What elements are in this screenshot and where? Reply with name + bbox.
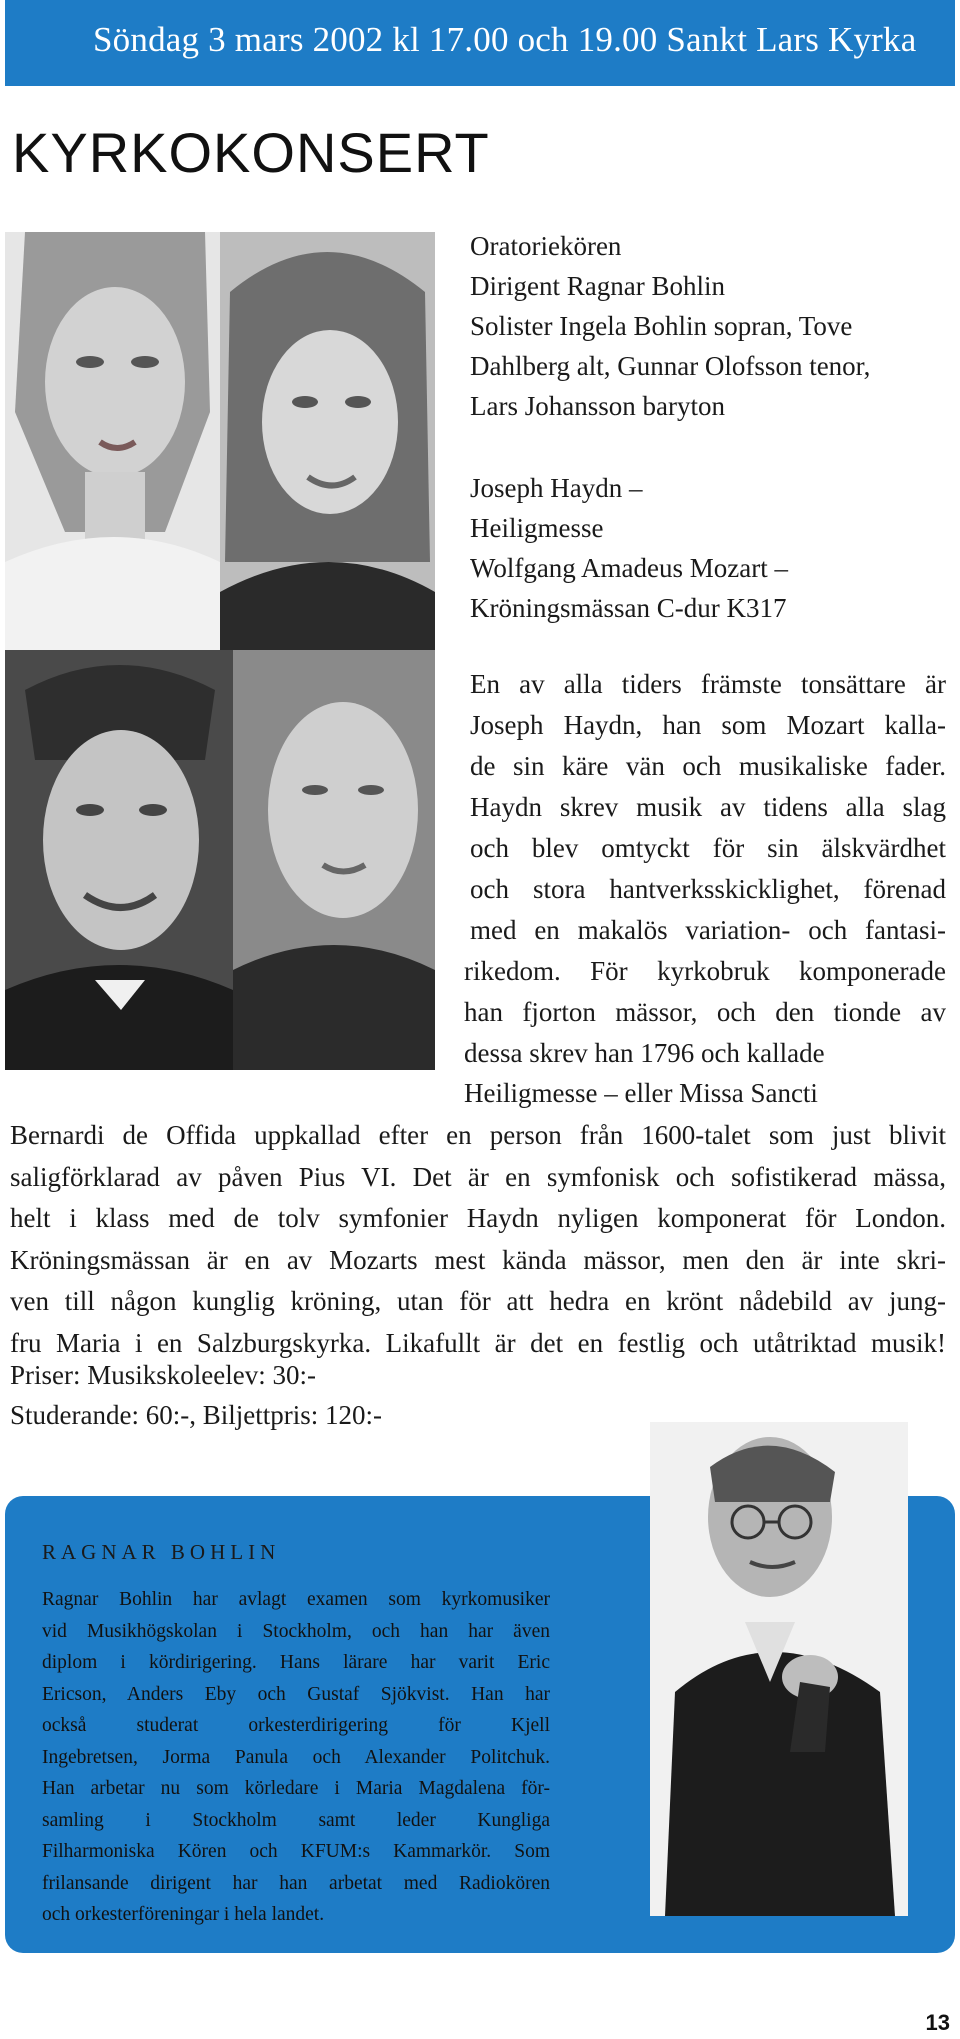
- bio-heading: RAGNAR BOHLIN: [42, 1540, 281, 1564]
- performer-line: Oratoriekören: [470, 231, 622, 261]
- description-column-narrow-2: [464, 1033, 825, 1113]
- bio-line: Ingebretsen, Jorma Panula och Alexander Politchuk.: [42, 1746, 550, 1768]
- soloist-photo-4: [233, 650, 435, 1070]
- performer-line: Dirigent Ragnar Bohlin: [470, 271, 725, 301]
- program-line: Heiligmesse: [470, 513, 604, 543]
- bio-line: och orkesterföreningar i hela landet.: [42, 1904, 325, 1925]
- description-column: [470, 664, 946, 951]
- bio-line: frilansande dirigent har han arbetat med Radiokören: [42, 1872, 550, 1894]
- performer-line: Dahlberg alt, Gunnar Olofsson tenor,: [470, 351, 871, 381]
- conductor-photo: [650, 1422, 908, 1916]
- soloist-photo-3: [5, 650, 233, 1070]
- bio-line: Han arbetar nu som körledare i Maria Magdalena för-: [42, 1778, 550, 1799]
- price-line: Priser: Musikskoleelev: 30:-: [10, 1360, 316, 1390]
- description-line: Bernardi de Offida uppkallad efter en person från 1600-talet som just blivit: [10, 1120, 946, 1150]
- bio-line: också studerat orkesterdirigering för Kjell: [42, 1715, 550, 1736]
- header-band: [5, 0, 955, 86]
- description-line: fru Maria i en Salzburgskyrka. Likafullt är det en festlig och utåtriktad musik!: [10, 1327, 946, 1358]
- soloist-photo-2: [220, 232, 435, 650]
- description-line: Joseph Haydn, han som Mozart kalla-: [470, 710, 946, 740]
- bio-line: diplom i kördirigering. Hans lärare har varit Eric: [42, 1652, 550, 1673]
- bio-line: Ragnar Bohlin har avlagt examen som kyrkomusiker: [42, 1589, 550, 1610]
- description-line: rikedom. För kyrkobruk komponerade: [464, 956, 946, 986]
- description-full-width: [10, 1115, 946, 1364]
- program-list: [470, 468, 788, 628]
- description-line: ven till någon kunglig kröning, utan för att hedra en krönt nådebild av jung-: [10, 1286, 946, 1316]
- description-line: dessa skrev han 1796 och kallade: [464, 1038, 825, 1068]
- page-title: KYRKOKONSERT: [12, 121, 490, 184]
- description-line: med en makalös variation- och fantasi-: [470, 915, 946, 945]
- description-line: Kröningsmässan är en av Mozarts mest kända mässor, men den är inte skri-: [10, 1244, 946, 1275]
- bio-line: Filharmoniska Kören och KFUM:s Kammarkör. Som: [42, 1841, 550, 1862]
- description-line: Heiligmesse – eller Missa Sancti: [464, 1078, 818, 1108]
- program-line: Wolfgang Amadeus Mozart –: [470, 553, 789, 583]
- price-line: Studerande: 60:-, Biljettpris: 120:-: [10, 1400, 382, 1430]
- performers-list: [470, 226, 870, 426]
- page-number: 13: [925, 2010, 950, 2035]
- performer-line: Solister Ingela Bohlin sopran, Tove: [470, 311, 853, 341]
- program-line: Kröningsmässan C-dur K317: [470, 593, 787, 623]
- description-line: de sin käre vän och musikaliske fader.: [470, 751, 946, 781]
- bio-line: samling i Stockholm samt leder Kungliga: [42, 1809, 550, 1831]
- description-line: helt i klass med de tolv symfonier Haydn nyligen komponerat för London.: [10, 1203, 946, 1233]
- description-line: Haydn skrev musik av tidens alla slag: [470, 792, 946, 822]
- description-line: han fjorton mässor, och den tionde av: [464, 997, 946, 1027]
- event-date-location: Söndag 3 mars 2002 kl 17.00 och 19.00 Sankt Lars Kyrka: [93, 20, 917, 59]
- bio-text: [42, 1584, 550, 1925]
- description-line: och stora hantverksskicklighet, förenad: [470, 874, 946, 904]
- program-line: Joseph Haydn –: [470, 473, 643, 503]
- description-column-narrow: [464, 951, 946, 1033]
- description-line: En av alla tiders främste tonsättare är: [470, 669, 946, 699]
- description-line: och blev omtyckt för sin älskvärdhet: [470, 833, 946, 863]
- performer-line: Lars Johansson baryton: [470, 391, 725, 421]
- bio-line: Ericson, Anders Eby och Gustaf Sjökvist. Han har: [42, 1683, 550, 1705]
- description-line: saligförklarad av påven Pius VI. Det är en symfonisk och sofistikerad mässa,: [10, 1161, 946, 1192]
- soloist-photo-1: [5, 232, 220, 650]
- bio-line: vid Musikhögskolan i Stockholm, och han har även: [42, 1620, 550, 1642]
